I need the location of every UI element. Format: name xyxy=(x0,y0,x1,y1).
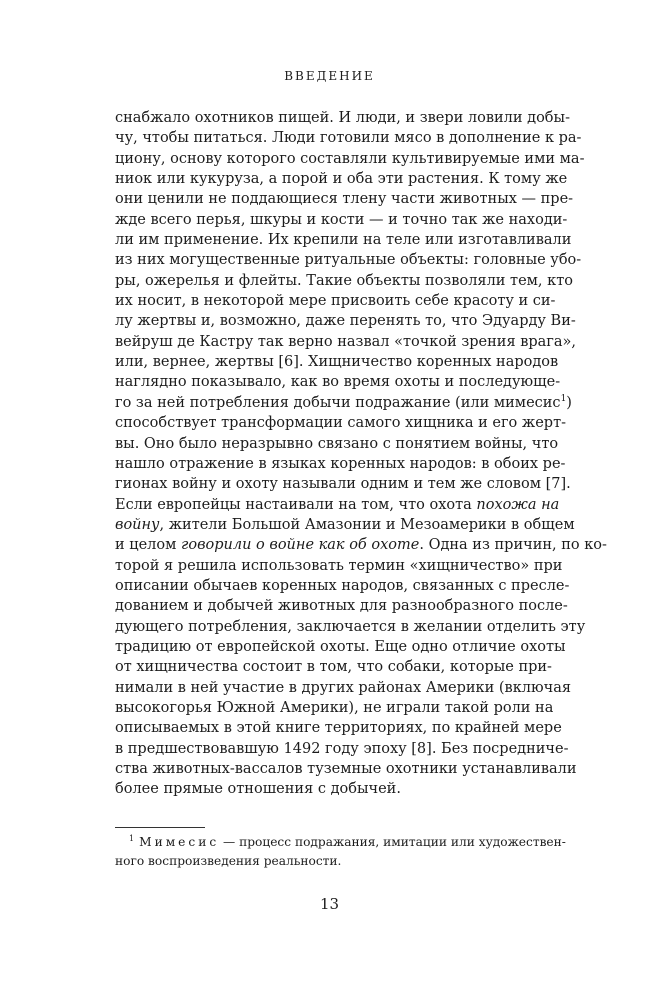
text-line: ры, ожерелья и флейты. Такие объекты позволяли тем, кто xyxy=(115,272,573,289)
text-segment: , жители Большой Амазонии и Мезоамерики в общем xyxy=(159,516,575,533)
text-line: традицию от европейской охоты. Еще одно отличие охоты xyxy=(115,638,566,655)
footnote xyxy=(115,833,566,871)
text-line: описании обычаев коренных народов, связанных с пресле- xyxy=(115,577,570,594)
text-line xyxy=(115,495,560,515)
text-line: гионах войну и охоту называли одним и тем же словом [7]. xyxy=(115,476,571,493)
text-line: ниок или кукуруза, а порой и оба эти растения. К тому же xyxy=(115,171,568,188)
text-segment: го за ней потребления добычи подражание (или мимесис xyxy=(115,394,561,411)
text-line: или, вернее, жертвы [6]. Хищничество коренных народов xyxy=(115,354,559,371)
text-segment: ) xyxy=(566,394,572,411)
footnote-line: ного воспроизведения реальности. xyxy=(115,854,342,868)
text-line: от хищничества состоит в том, что собаки, которые при- xyxy=(115,659,552,676)
page-number: 13 xyxy=(319,895,340,913)
text-segment: и целом xyxy=(115,537,182,554)
text-line: лу жертвы и, возможно, даже перенять то, что Эдуарду Ви- xyxy=(115,313,576,330)
italic-phrase: говорили о войне как об охоте xyxy=(181,537,420,554)
text-line: наглядно показывало, как во время охоты и последующе- xyxy=(115,374,561,391)
text-line: способствует трансформации самого хищника и его жерт- xyxy=(115,415,567,432)
text-line: более прямые отношения с добычей. xyxy=(115,781,401,798)
text-line: дующего потребления, заключается в желании отделить эту xyxy=(115,618,586,635)
text-segment: . Одна из причин, по ко- xyxy=(419,537,607,554)
main-text xyxy=(115,108,607,800)
text-line: торой я решила использовать термин «хищничество» при xyxy=(115,557,563,574)
italic-phrase: похожа на xyxy=(476,496,560,513)
text-line xyxy=(115,393,572,413)
text-line: жде всего перья, шкуры и кости — и точно так же находи- xyxy=(115,211,568,228)
text-line: дованием и добычей животных для разнообразного после- xyxy=(115,598,568,615)
footnote-term: Мимесис xyxy=(139,835,220,849)
running-head: ВВЕДЕНИЕ xyxy=(284,69,375,83)
text-line: нашло отражение в языках коренных народов: в обоих ре- xyxy=(115,455,566,472)
text-line: вы. Оно было неразрывно связано с понятием войны, что xyxy=(115,435,559,452)
text-line: в предшествовавшую 1492 году эпоху [8]. Без посредниче- xyxy=(115,740,569,757)
text-line: высокогорья Южной Америки), не играли такой роли на xyxy=(115,699,554,716)
footnote-ref[interactable]: 1 xyxy=(560,393,567,404)
text-line xyxy=(115,515,575,535)
text-line: они ценили не поддающиеся тлену части животных — пре- xyxy=(115,191,574,208)
footnote-separator xyxy=(115,827,205,828)
text-line xyxy=(115,535,607,555)
text-line: описываемых в этой книге территориях, по крайней мере xyxy=(115,720,562,737)
text-line: из них могущественные ритуальные объекты: головные убо- xyxy=(115,252,582,269)
text-line: вейруш де Кастру так верно назвал «точкой зрения врага», xyxy=(115,333,577,350)
footnote-definition: — процесс подражания, имитации или художествен- xyxy=(219,835,566,849)
text-line: чу, чтобы питаться. Люди готовили мясо в дополнение к ра- xyxy=(115,130,582,147)
text-line: их носит, в некоторой мере присвоить себе красоту и си- xyxy=(115,293,556,310)
footnote-line xyxy=(115,833,566,852)
text-line: ли им применение. Их крепили на теле или изготавливали xyxy=(115,232,572,249)
footnote-number: 1 xyxy=(129,834,135,843)
text-line: снабжало охотников пищей. И люди, и звери ловили добы- xyxy=(115,110,570,126)
text-line: циону, основу которого составляли культивируемые ими ма- xyxy=(115,150,585,167)
text-line: нимали в ней участие в других районах Америки (включая xyxy=(115,679,571,696)
text-segment: Если европейцы настаивали на том, что охота xyxy=(115,496,477,513)
text-line: ства животных-вассалов туземные охотники устанавливали xyxy=(115,761,577,777)
italic-phrase: войну xyxy=(115,516,160,533)
